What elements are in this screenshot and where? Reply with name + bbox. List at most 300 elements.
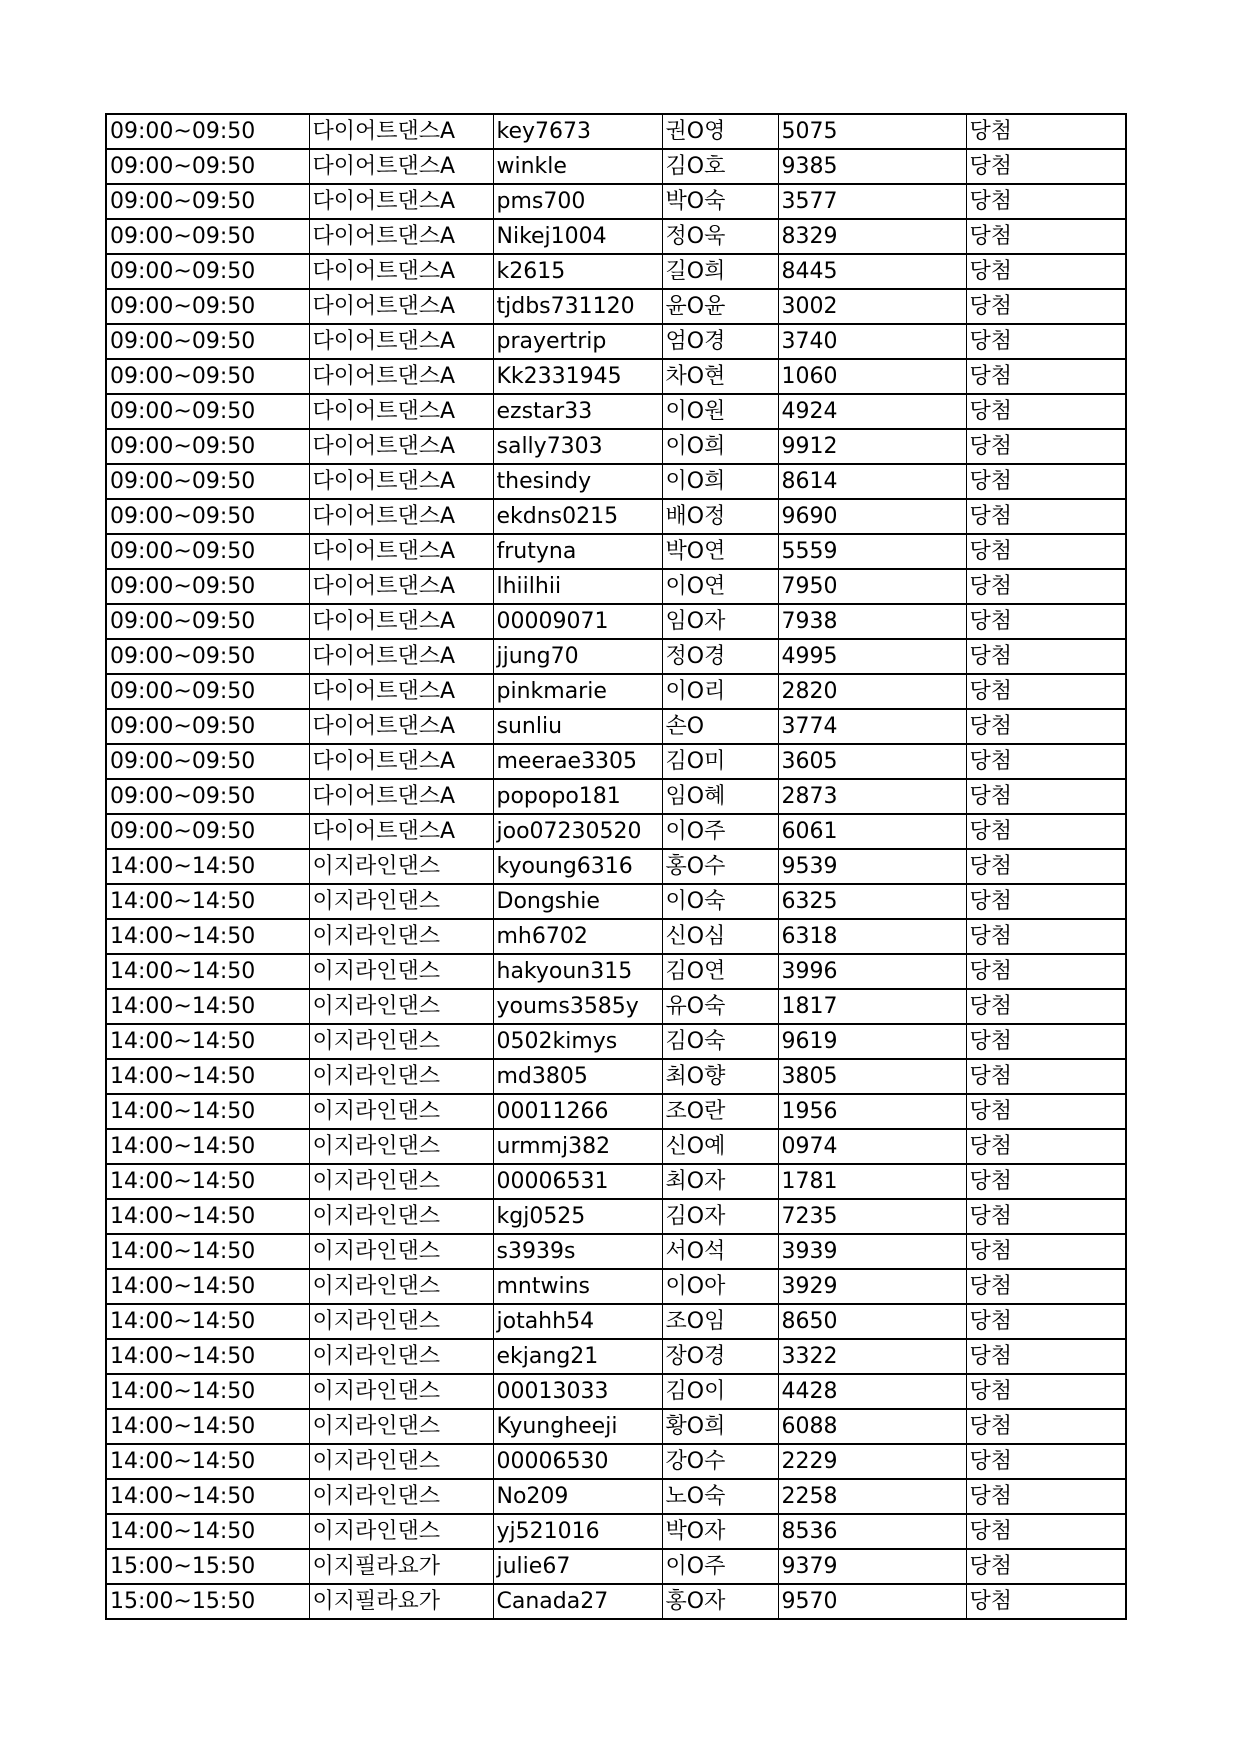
masked-name-cell: 길O희: [662, 254, 778, 289]
time-slot-cell: 09:00~09:50: [106, 639, 309, 674]
masked-name-cell: 김O숙: [662, 1024, 778, 1059]
result-cell: 당첨: [966, 429, 1126, 464]
class-name-cell: 이지라인댄스: [309, 1234, 493, 1269]
phone-digits-cell: 3774: [778, 709, 966, 744]
user-id-cell: 00013033: [493, 1374, 662, 1409]
table-row: [106, 569, 1126, 604]
result-cell: 당첨: [966, 1164, 1126, 1199]
class-name-cell: 다이어트댄스A: [309, 184, 493, 219]
user-id-cell: sunliu: [493, 709, 662, 744]
class-name-cell: 이지라인댄스: [309, 989, 493, 1024]
result-cell: 당첨: [966, 254, 1126, 289]
result-cell: 당첨: [966, 814, 1126, 849]
table-row: [106, 779, 1126, 814]
result-cell: 당첨: [966, 569, 1126, 604]
masked-name-cell: 최O자: [662, 1164, 778, 1199]
user-id-cell: meerae3305: [493, 744, 662, 779]
user-id-cell: k2615: [493, 254, 662, 289]
result-cell: 당첨: [966, 1024, 1126, 1059]
phone-digits-cell: 8650: [778, 1304, 966, 1339]
user-id-cell: jjung70: [493, 639, 662, 674]
user-id-cell: julie67: [493, 1549, 662, 1584]
masked-name-cell: 신O심: [662, 919, 778, 954]
user-id-cell: joo07230520: [493, 814, 662, 849]
table-row: [106, 289, 1126, 324]
table-row: [106, 359, 1126, 394]
time-slot-cell: 14:00~14:50: [106, 919, 309, 954]
phone-digits-cell: 5559: [778, 534, 966, 569]
class-name-cell: 다이어트댄스A: [309, 534, 493, 569]
result-cell: 당첨: [966, 639, 1126, 674]
user-id-cell: lhiilhii: [493, 569, 662, 604]
time-slot-cell: 14:00~14:50: [106, 1059, 309, 1094]
user-id-cell: yj521016: [493, 1514, 662, 1549]
phone-digits-cell: 2820: [778, 674, 966, 709]
result-cell: 당첨: [966, 114, 1126, 149]
table-row: [106, 884, 1126, 919]
user-id-cell: prayertrip: [493, 324, 662, 359]
table-row: [106, 149, 1126, 184]
user-id-cell: pms700: [493, 184, 662, 219]
phone-digits-cell: 8445: [778, 254, 966, 289]
result-cell: 당첨: [966, 1269, 1126, 1304]
table-row: [106, 1059, 1126, 1094]
phone-digits-cell: 1956: [778, 1094, 966, 1129]
result-cell: 당첨: [966, 289, 1126, 324]
class-name-cell: 이지라인댄스: [309, 1304, 493, 1339]
table-row: [106, 1374, 1126, 1409]
time-slot-cell: 09:00~09:50: [106, 464, 309, 499]
table-row: [106, 1444, 1126, 1479]
class-name-cell: 이지필라요가: [309, 1549, 493, 1584]
class-name-cell: 이지라인댄스: [309, 919, 493, 954]
result-cell: 당첨: [966, 604, 1126, 639]
user-id-cell: Dongshie: [493, 884, 662, 919]
time-slot-cell: 14:00~14:50: [106, 989, 309, 1024]
user-id-cell: 00006531: [493, 1164, 662, 1199]
user-id-cell: frutyna: [493, 534, 662, 569]
user-id-cell: 00011266: [493, 1094, 662, 1129]
masked-name-cell: 김O이: [662, 1374, 778, 1409]
result-cell: 당첨: [966, 149, 1126, 184]
phone-digits-cell: 9570: [778, 1584, 966, 1619]
time-slot-cell: 09:00~09:50: [106, 569, 309, 604]
phone-digits-cell: 2873: [778, 779, 966, 814]
time-slot-cell: 09:00~09:50: [106, 429, 309, 464]
class-name-cell: 이지라인댄스: [309, 1024, 493, 1059]
time-slot-cell: 14:00~14:50: [106, 1479, 309, 1514]
time-slot-cell: 14:00~14:50: [106, 1234, 309, 1269]
time-slot-cell: 09:00~09:50: [106, 324, 309, 359]
user-id-cell: Canada27: [493, 1584, 662, 1619]
result-cell: 당첨: [966, 1129, 1126, 1164]
class-name-cell: 이지라인댄스: [309, 1059, 493, 1094]
table-row: [106, 604, 1126, 639]
result-cell: 당첨: [966, 954, 1126, 989]
table-row: [106, 1339, 1126, 1374]
time-slot-cell: 09:00~09:50: [106, 534, 309, 569]
user-id-cell: mh6702: [493, 919, 662, 954]
result-cell: 당첨: [966, 534, 1126, 569]
masked-name-cell: 장O경: [662, 1339, 778, 1374]
phone-digits-cell: 8329: [778, 219, 966, 254]
class-name-cell: 다이어트댄스A: [309, 429, 493, 464]
time-slot-cell: 09:00~09:50: [106, 149, 309, 184]
time-slot-cell: 14:00~14:50: [106, 1164, 309, 1199]
time-slot-cell: 09:00~09:50: [106, 499, 309, 534]
time-slot-cell: 09:00~09:50: [106, 184, 309, 219]
masked-name-cell: 조O란: [662, 1094, 778, 1129]
class-name-cell: 다이어트댄스A: [309, 814, 493, 849]
class-name-cell: 이지라인댄스: [309, 1269, 493, 1304]
phone-digits-cell: 6325: [778, 884, 966, 919]
result-cell: 당첨: [966, 324, 1126, 359]
masked-name-cell: 차O현: [662, 359, 778, 394]
user-id-cell: youms3585y: [493, 989, 662, 1024]
table-row: [106, 394, 1126, 429]
time-slot-cell: 14:00~14:50: [106, 954, 309, 989]
time-slot-cell: 09:00~09:50: [106, 709, 309, 744]
phone-digits-cell: 3577: [778, 184, 966, 219]
phone-digits-cell: 3740: [778, 324, 966, 359]
user-id-cell: pinkmarie: [493, 674, 662, 709]
time-slot-cell: 09:00~09:50: [106, 604, 309, 639]
phone-digits-cell: 6061: [778, 814, 966, 849]
class-name-cell: 다이어트댄스A: [309, 779, 493, 814]
table-row: [106, 254, 1126, 289]
time-slot-cell: 14:00~14:50: [106, 1304, 309, 1339]
phone-digits-cell: 3322: [778, 1339, 966, 1374]
user-id-cell: tjdbs731120: [493, 289, 662, 324]
time-slot-cell: 15:00~15:50: [106, 1549, 309, 1584]
table-row: [106, 1549, 1126, 1584]
phone-digits-cell: 9539: [778, 849, 966, 884]
phone-digits-cell: 8536: [778, 1514, 966, 1549]
masked-name-cell: 손O: [662, 709, 778, 744]
masked-name-cell: 김O자: [662, 1199, 778, 1234]
user-id-cell: mntwins: [493, 1269, 662, 1304]
masked-name-cell: 이O리: [662, 674, 778, 709]
class-name-cell: 다이어트댄스A: [309, 674, 493, 709]
user-id-cell: thesindy: [493, 464, 662, 499]
table-row: [106, 1199, 1126, 1234]
class-name-cell: 다이어트댄스A: [309, 359, 493, 394]
class-name-cell: 이지라인댄스: [309, 1444, 493, 1479]
table-row: [106, 1514, 1126, 1549]
user-id-cell: kgj0525: [493, 1199, 662, 1234]
phone-digits-cell: 1817: [778, 989, 966, 1024]
table-row: [106, 1409, 1126, 1444]
result-cell: 당첨: [966, 989, 1126, 1024]
phone-digits-cell: 1781: [778, 1164, 966, 1199]
masked-name-cell: 이O주: [662, 814, 778, 849]
time-slot-cell: 09:00~09:50: [106, 674, 309, 709]
results-table-body: [106, 114, 1126, 1619]
phone-digits-cell: 1060: [778, 359, 966, 394]
time-slot-cell: 09:00~09:50: [106, 114, 309, 149]
masked-name-cell: 홍O자: [662, 1584, 778, 1619]
class-name-cell: 다이어트댄스A: [309, 569, 493, 604]
table-row: [106, 1269, 1126, 1304]
user-id-cell: ekdns0215: [493, 499, 662, 534]
masked-name-cell: 이O아: [662, 1269, 778, 1304]
class-name-cell: 이지필라요가: [309, 1584, 493, 1619]
table-row: [106, 184, 1126, 219]
result-cell: 당첨: [966, 674, 1126, 709]
user-id-cell: kyoung6316: [493, 849, 662, 884]
phone-digits-cell: 4428: [778, 1374, 966, 1409]
user-id-cell: ezstar33: [493, 394, 662, 429]
table-row: [106, 1479, 1126, 1514]
masked-name-cell: 배O정: [662, 499, 778, 534]
masked-name-cell: 이O주: [662, 1549, 778, 1584]
table-row: [106, 1024, 1126, 1059]
class-name-cell: 이지라인댄스: [309, 1374, 493, 1409]
masked-name-cell: 엄O경: [662, 324, 778, 359]
result-cell: 당첨: [966, 464, 1126, 499]
results-table: [105, 113, 1127, 1620]
phone-digits-cell: 7938: [778, 604, 966, 639]
user-id-cell: urmmj382: [493, 1129, 662, 1164]
time-slot-cell: 09:00~09:50: [106, 219, 309, 254]
class-name-cell: 다이어트댄스A: [309, 394, 493, 429]
masked-name-cell: 서O석: [662, 1234, 778, 1269]
time-slot-cell: 14:00~14:50: [106, 884, 309, 919]
user-id-cell: 0502kimys: [493, 1024, 662, 1059]
class-name-cell: 이지라인댄스: [309, 1129, 493, 1164]
user-id-cell: jotahh54: [493, 1304, 662, 1339]
phone-digits-cell: 4995: [778, 639, 966, 674]
phone-digits-cell: 3605: [778, 744, 966, 779]
time-slot-cell: 14:00~14:50: [106, 1514, 309, 1549]
phone-digits-cell: 6318: [778, 919, 966, 954]
user-id-cell: Kk2331945: [493, 359, 662, 394]
class-name-cell: 이지라인댄스: [309, 1094, 493, 1129]
result-cell: 당첨: [966, 919, 1126, 954]
masked-name-cell: 이O원: [662, 394, 778, 429]
phone-digits-cell: 9379: [778, 1549, 966, 1584]
class-name-cell: 다이어트댄스A: [309, 324, 493, 359]
time-slot-cell: 14:00~14:50: [106, 1444, 309, 1479]
masked-name-cell: 조O임: [662, 1304, 778, 1339]
result-cell: 당첨: [966, 1059, 1126, 1094]
user-id-cell: No209: [493, 1479, 662, 1514]
class-name-cell: 이지라인댄스: [309, 1514, 493, 1549]
user-id-cell: sally7303: [493, 429, 662, 464]
result-cell: 당첨: [966, 394, 1126, 429]
class-name-cell: 다이어트댄스A: [309, 254, 493, 289]
user-id-cell: popopo181: [493, 779, 662, 814]
phone-digits-cell: 9619: [778, 1024, 966, 1059]
result-cell: 당첨: [966, 849, 1126, 884]
table-row: [106, 464, 1126, 499]
time-slot-cell: 09:00~09:50: [106, 744, 309, 779]
class-name-cell: 이지라인댄스: [309, 849, 493, 884]
result-cell: 당첨: [966, 1304, 1126, 1339]
masked-name-cell: 김O미: [662, 744, 778, 779]
class-name-cell: 다이어트댄스A: [309, 289, 493, 324]
time-slot-cell: 14:00~14:50: [106, 1269, 309, 1304]
table-row: [106, 919, 1126, 954]
masked-name-cell: 윤O윤: [662, 289, 778, 324]
table-row: [106, 534, 1126, 569]
phone-digits-cell: 9385: [778, 149, 966, 184]
phone-digits-cell: 6088: [778, 1409, 966, 1444]
result-cell: 당첨: [966, 1584, 1126, 1619]
table-row: [106, 814, 1126, 849]
result-cell: 당첨: [966, 1094, 1126, 1129]
result-cell: 당첨: [966, 1234, 1126, 1269]
result-cell: 당첨: [966, 219, 1126, 254]
class-name-cell: 이지라인댄스: [309, 1339, 493, 1374]
class-name-cell: 다이어트댄스A: [309, 464, 493, 499]
time-slot-cell: 14:00~14:50: [106, 1374, 309, 1409]
time-slot-cell: 14:00~14:50: [106, 1409, 309, 1444]
time-slot-cell: 09:00~09:50: [106, 394, 309, 429]
phone-digits-cell: 3805: [778, 1059, 966, 1094]
table-row: [106, 954, 1126, 989]
time-slot-cell: 09:00~09:50: [106, 254, 309, 289]
result-cell: 당첨: [966, 1409, 1126, 1444]
phone-digits-cell: 9690: [778, 499, 966, 534]
user-id-cell: winkle: [493, 149, 662, 184]
class-name-cell: 이지라인댄스: [309, 1479, 493, 1514]
class-name-cell: 다이어트댄스A: [309, 499, 493, 534]
table-row: [106, 429, 1126, 464]
table-row: [106, 639, 1126, 674]
phone-digits-cell: 9912: [778, 429, 966, 464]
table-row: [106, 849, 1126, 884]
class-name-cell: 이지라인댄스: [309, 954, 493, 989]
time-slot-cell: 09:00~09:50: [106, 359, 309, 394]
masked-name-cell: 이O연: [662, 569, 778, 604]
class-name-cell: 이지라인댄스: [309, 1199, 493, 1234]
time-slot-cell: 09:00~09:50: [106, 289, 309, 324]
phone-digits-cell: 7950: [778, 569, 966, 604]
table-row: [106, 1129, 1126, 1164]
user-id-cell: s3939s: [493, 1234, 662, 1269]
phone-digits-cell: 3929: [778, 1269, 966, 1304]
class-name-cell: 이지라인댄스: [309, 1409, 493, 1444]
result-cell: 당첨: [966, 1339, 1126, 1374]
masked-name-cell: 권O영: [662, 114, 778, 149]
class-name-cell: 다이어트댄스A: [309, 604, 493, 639]
masked-name-cell: 김O호: [662, 149, 778, 184]
result-cell: 당첨: [966, 884, 1126, 919]
time-slot-cell: 14:00~14:50: [106, 1094, 309, 1129]
masked-name-cell: 박O숙: [662, 184, 778, 219]
user-id-cell: Nikej1004: [493, 219, 662, 254]
class-name-cell: 다이어트댄스A: [309, 114, 493, 149]
masked-name-cell: 강O수: [662, 1444, 778, 1479]
masked-name-cell: 신O예: [662, 1129, 778, 1164]
result-cell: 당첨: [966, 1199, 1126, 1234]
user-id-cell: ekjang21: [493, 1339, 662, 1374]
result-cell: 당첨: [966, 779, 1126, 814]
table-row: [106, 219, 1126, 254]
class-name-cell: 다이어트댄스A: [309, 149, 493, 184]
result-cell: 당첨: [966, 499, 1126, 534]
time-slot-cell: 09:00~09:50: [106, 779, 309, 814]
class-name-cell: 다이어트댄스A: [309, 709, 493, 744]
masked-name-cell: 정O욱: [662, 219, 778, 254]
result-cell: 당첨: [966, 359, 1126, 394]
time-slot-cell: 09:00~09:50: [106, 814, 309, 849]
result-cell: 당첨: [966, 744, 1126, 779]
class-name-cell: 이지라인댄스: [309, 884, 493, 919]
phone-digits-cell: 5075: [778, 114, 966, 149]
class-name-cell: 다이어트댄스A: [309, 219, 493, 254]
time-slot-cell: 14:00~14:50: [106, 1199, 309, 1234]
masked-name-cell: 이O숙: [662, 884, 778, 919]
user-id-cell: 00006530: [493, 1444, 662, 1479]
time-slot-cell: 14:00~14:50: [106, 1024, 309, 1059]
class-name-cell: 다이어트댄스A: [309, 744, 493, 779]
result-cell: 당첨: [966, 184, 1126, 219]
masked-name-cell: 노O숙: [662, 1479, 778, 1514]
masked-name-cell: 임O혜: [662, 779, 778, 814]
table-row: [106, 114, 1126, 149]
table-row: [106, 674, 1126, 709]
result-cell: 당첨: [966, 1549, 1126, 1584]
table-row: [106, 1094, 1126, 1129]
time-slot-cell: 15:00~15:50: [106, 1584, 309, 1619]
masked-name-cell: 김O연: [662, 954, 778, 989]
masked-name-cell: 홍O수: [662, 849, 778, 884]
masked-name-cell: 박O연: [662, 534, 778, 569]
class-name-cell: 다이어트댄스A: [309, 639, 493, 674]
table-row: [106, 744, 1126, 779]
user-id-cell: key7673: [493, 114, 662, 149]
user-id-cell: 00009071: [493, 604, 662, 639]
masked-name-cell: 이O희: [662, 429, 778, 464]
result-cell: 당첨: [966, 1479, 1126, 1514]
phone-digits-cell: 3002: [778, 289, 966, 324]
time-slot-cell: 14:00~14:50: [106, 1129, 309, 1164]
table-row: [106, 709, 1126, 744]
phone-digits-cell: 3939: [778, 1234, 966, 1269]
phone-digits-cell: 0974: [778, 1129, 966, 1164]
phone-digits-cell: 8614: [778, 464, 966, 499]
masked-name-cell: 박O자: [662, 1514, 778, 1549]
phone-digits-cell: 7235: [778, 1199, 966, 1234]
class-name-cell: 이지라인댄스: [309, 1164, 493, 1199]
masked-name-cell: 유O숙: [662, 989, 778, 1024]
result-cell: 당첨: [966, 1444, 1126, 1479]
user-id-cell: Kyungheeji: [493, 1409, 662, 1444]
result-cell: 당첨: [966, 709, 1126, 744]
phone-digits-cell: 2258: [778, 1479, 966, 1514]
masked-name-cell: 황O희: [662, 1409, 778, 1444]
table-row: [106, 1304, 1126, 1339]
phone-digits-cell: 2229: [778, 1444, 966, 1479]
masked-name-cell: 최O향: [662, 1059, 778, 1094]
masked-name-cell: 임O자: [662, 604, 778, 639]
table-row: [106, 1584, 1126, 1619]
table-row: [106, 989, 1126, 1024]
time-slot-cell: 14:00~14:50: [106, 1339, 309, 1374]
masked-name-cell: 정O경: [662, 639, 778, 674]
result-cell: 당첨: [966, 1514, 1126, 1549]
phone-digits-cell: 4924: [778, 394, 966, 429]
phone-digits-cell: 3996: [778, 954, 966, 989]
user-id-cell: hakyoun315: [493, 954, 662, 989]
result-cell: 당첨: [966, 1374, 1126, 1409]
table-row: [106, 499, 1126, 534]
masked-name-cell: 이O희: [662, 464, 778, 499]
table-row: [106, 1234, 1126, 1269]
time-slot-cell: 14:00~14:50: [106, 849, 309, 884]
